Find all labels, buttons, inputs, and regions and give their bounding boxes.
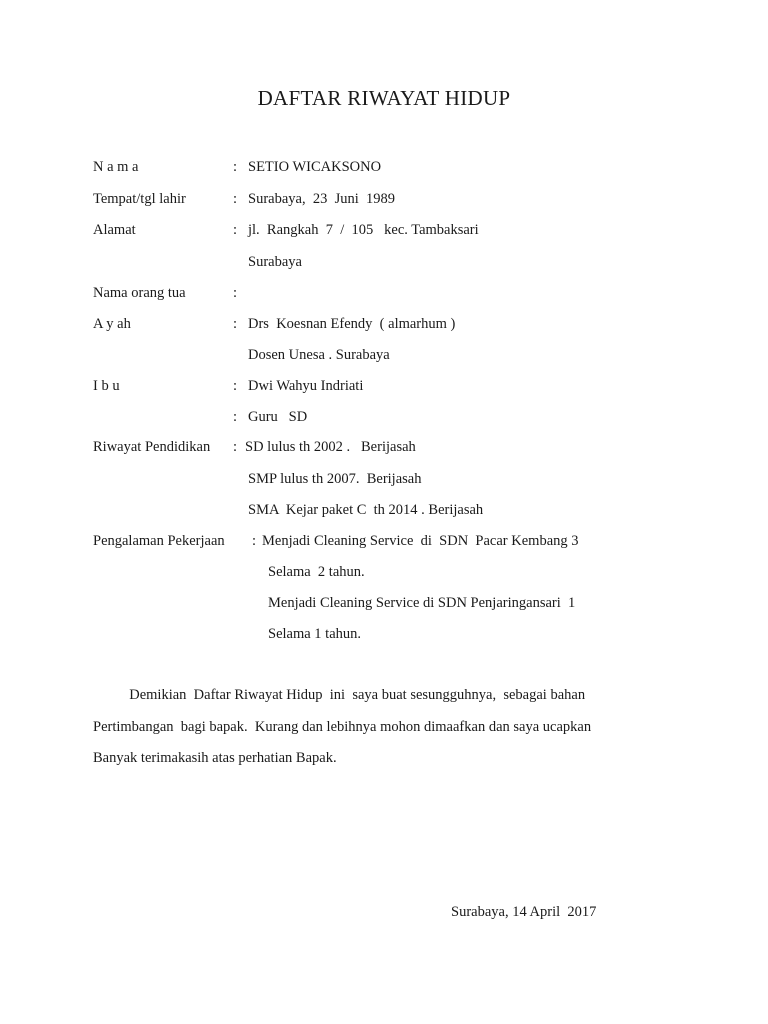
colon-orang-tua: : bbox=[233, 285, 238, 301]
place-date: Surabaya, 14 April 2017 bbox=[451, 904, 597, 920]
label-orang-tua: Nama orang tua bbox=[93, 285, 186, 301]
label-ttl: Tempat/tgl lahir bbox=[93, 191, 186, 207]
value-pekerjaan-2-durasi: Selama 1 tahun. bbox=[268, 626, 362, 642]
value-ayah-pekerjaan: Dosen Unesa . Surabaya bbox=[248, 347, 390, 363]
value-ttl: Surabaya, 23 Juni 1989 bbox=[248, 191, 395, 207]
closing-line-3: Banyak terimakasih atas perhatian Bapak. bbox=[93, 750, 337, 766]
value-pekerjaan-1: Menjadi Cleaning Service di SDN Pacar Kembang 3 bbox=[262, 533, 579, 549]
closing-line-2: Pertimbangan bagi bapak. Kurang dan lebihnya mohon dimaafkan dan saya ucapkan bbox=[93, 719, 592, 735]
label-pendidikan: Riwayat Pendidikan bbox=[93, 439, 211, 455]
value-pekerjaan-1-durasi: Selama 2 tahun. bbox=[268, 564, 365, 580]
colon-ayah: : bbox=[233, 316, 238, 332]
value-ibu-pekerjaan: Guru SD bbox=[248, 409, 308, 425]
colon-pendidikan: : bbox=[233, 439, 238, 455]
value-alamat: jl. Rangkah 7 / 105 kec. Tambaksari bbox=[248, 222, 479, 238]
value-alamat-kota: Surabaya bbox=[248, 254, 302, 270]
label-nama: N a m a bbox=[93, 159, 139, 175]
colon-ttl: : bbox=[233, 191, 238, 207]
value-pendidikan-sma: SMA Kejar paket C th 2014 . Berijasah bbox=[248, 502, 484, 518]
colon-nama: : bbox=[233, 159, 238, 175]
colon-alamat: : bbox=[233, 222, 238, 238]
closing-line-1: Demikian Daftar Riwayat Hidup ini saya buat sesungguhnya, sebagai bahan bbox=[93, 687, 586, 703]
colon-ibu-pekerjaan: : bbox=[233, 409, 238, 425]
value-nama: SETIO WICAKSONO bbox=[248, 159, 382, 175]
label-ibu: I b u bbox=[93, 378, 120, 394]
colon-ibu: : bbox=[233, 378, 238, 394]
value-pendidikan-sd: SD lulus th 2002 . Berijasah bbox=[245, 439, 416, 455]
label-ayah: A y ah bbox=[93, 316, 131, 332]
value-ayah: Drs Koesnan Efendy ( almarhum ) bbox=[248, 316, 456, 332]
value-pekerjaan-2: Menjadi Cleaning Service di SDN Penjaringansari 1 bbox=[268, 595, 576, 611]
colon-pekerjaan: : bbox=[252, 533, 257, 549]
value-pendidikan-smp: SMP lulus th 2007. Berijasah bbox=[248, 471, 422, 487]
value-ibu: Dwi Wahyu Indriati bbox=[248, 378, 364, 394]
label-pekerjaan: Pengalaman Pekerjaan bbox=[93, 533, 225, 549]
label-alamat: Alamat bbox=[93, 222, 136, 238]
document-title: DAFTAR RIWAYAT HIDUP bbox=[257, 86, 511, 110]
